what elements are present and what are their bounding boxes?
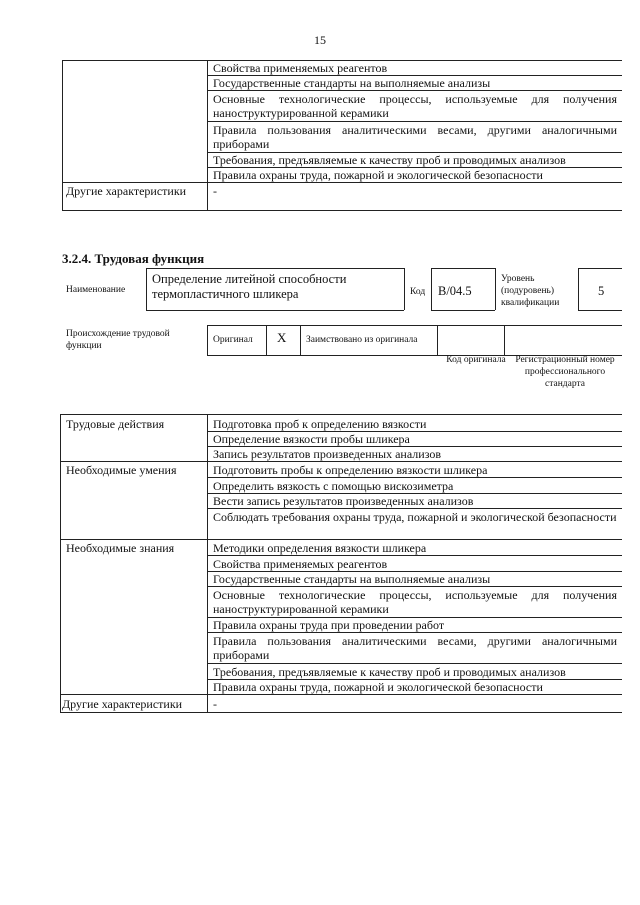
top-other-value: - [213, 184, 217, 198]
knowledge-row: Требования, предъявляемые к качеству проб и проводимых анализов [213, 665, 566, 679]
knowledge-row: Правила охраны труда, пожарной и экологической безопасности [213, 680, 543, 694]
level-label: Уровень (подуровень) квалификации [501, 274, 560, 308]
page-number: 15 [314, 33, 326, 47]
actions-label: Трудовые действия [66, 417, 165, 431]
reg-number-label: Регистрационный номер профессионального стандарта [515, 355, 615, 389]
other-label: Другие характеристики [62, 697, 183, 711]
section-heading: 3.2.4. Трудовая функция [62, 251, 205, 266]
top-other-label: Другие характеристики [66, 184, 187, 198]
origin-label: Происхождение трудовой функции [66, 329, 170, 351]
skill-row: Вести запись результатов произведенных анализов [213, 494, 474, 508]
code-value: B/04.5 [438, 284, 472, 298]
knowledge-row: Государственные стандарты на выполняемые анализы [213, 572, 491, 586]
skill-row: Соблюдать требования охраны труда, пожарной и экологической безопасности [213, 510, 617, 524]
action-row: Определение вязкости пробы шликера [213, 432, 410, 446]
original-mark: X [277, 330, 287, 345]
action-row: Подготовка проб к определению вязкости [213, 417, 427, 431]
code-original-label: Код оригинала [446, 355, 506, 365]
action-row: Запись результатов произведенных анализов [213, 447, 442, 461]
knowledge-row: Правила охраны труда при проведении работ [213, 618, 445, 632]
level-value: 5 [598, 284, 605, 298]
top-knowledge-row: Правила пользования аналитическими весами, другими аналогичными приборами [213, 123, 617, 151]
skill-row: Определить вязкость с помощью вискозиметра [213, 479, 454, 493]
borrowed-label: Заимствовано из оригинала [306, 335, 418, 345]
name-value: Определение литейной способности термопластичного шликера [152, 272, 347, 301]
top-knowledge-row: Правила охраны труда, пожарной и экологической безопасности [213, 168, 543, 182]
other-value: - [213, 697, 217, 711]
top-knowledge-row: Основные технологические процессы, используемые для получения наноструктурированной керамики [213, 92, 617, 120]
knowledge-row: Правила пользования аналитическими весами, другими аналогичными приборами [213, 634, 617, 662]
skill-row: Подготовить пробы к определению вязкости шликера [213, 463, 488, 477]
name-label: Наименование [66, 285, 126, 295]
original-label: Оригинал [213, 335, 253, 345]
knowledge-label: Необходимые знания [66, 541, 175, 555]
knowledge-row: Основные технологические процессы, используемые для получения наноструктурированной керамики [213, 588, 617, 616]
top-knowledge-row: Свойства применяемых реагентов [213, 61, 388, 75]
code-label: Код [410, 287, 426, 297]
skills-label: Необходимые умения [66, 463, 177, 477]
top-knowledge-row: Требования, предъявляемые к качеству проб и проводимых анализов [213, 153, 566, 167]
knowledge-row: Методики определения вязкости шликера [213, 541, 427, 555]
knowledge-row: Свойства применяемых реагентов [213, 557, 388, 571]
top-knowledge-row: Государственные стандарты на выполняемые анализы [213, 76, 491, 90]
